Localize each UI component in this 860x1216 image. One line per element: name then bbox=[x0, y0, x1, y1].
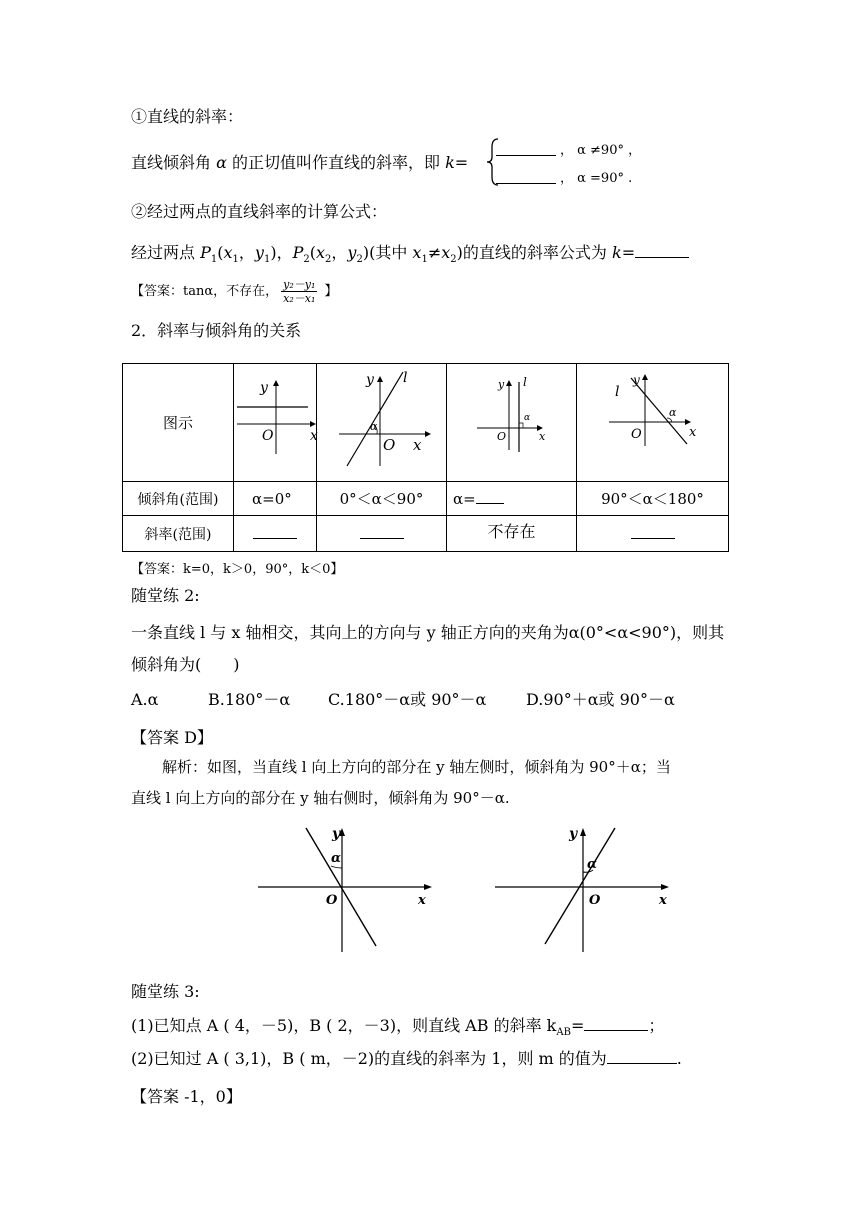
equals: = bbox=[454, 153, 469, 172]
slope-cell: 不存在 bbox=[447, 516, 577, 552]
def-post: 的正切值叫作直线的斜率，即 bbox=[226, 153, 446, 172]
line-label: l bbox=[523, 374, 527, 389]
y-label: y bbox=[569, 826, 578, 842]
slope-cell bbox=[234, 516, 317, 552]
practice3-answer: 【答案 -1，0】 bbox=[131, 1087, 242, 1106]
angle-cell: 90°＜α＜180° bbox=[577, 482, 729, 516]
practice2-answer: 【答案 D】 bbox=[131, 728, 213, 747]
angle-cell bbox=[447, 482, 577, 516]
def-pre: 直线倾斜角 bbox=[131, 153, 217, 172]
row-label-slope: 斜率(范围) bbox=[123, 516, 234, 552]
x-label: x bbox=[659, 893, 667, 908]
alpha-label: α bbox=[370, 419, 378, 433]
answer-prefix: 【答案：tanα，不存在， bbox=[131, 284, 279, 299]
slope-blank[interactable] bbox=[360, 524, 404, 539]
table-row bbox=[123, 364, 729, 482]
option-a[interactable]: A.α bbox=[131, 690, 159, 709]
case1-condition: ， α ≠90° ， bbox=[560, 143, 642, 158]
paren: ) bbox=[270, 243, 277, 262]
text: 经过两点 bbox=[131, 243, 201, 262]
section1-heading: ①直线的斜率： bbox=[131, 107, 244, 126]
alpha-label: α bbox=[331, 851, 342, 866]
y-label: y bbox=[498, 377, 505, 391]
q1-answer-blank[interactable] bbox=[584, 1016, 648, 1031]
q1-text: (1)已知点 A ( 4，－5)，B ( 2，－3)，则直线 AB 的斜率 k bbox=[131, 1016, 557, 1035]
q1-end: ； bbox=[648, 1016, 665, 1035]
sub-1: 1 bbox=[232, 254, 239, 266]
q2-end: . bbox=[676, 1049, 682, 1068]
angle-cell: α=0° bbox=[234, 482, 317, 516]
case2-condition: ， α =90° . bbox=[560, 171, 633, 186]
denominator: x₂－x₁ bbox=[283, 292, 316, 305]
origin-label: O bbox=[326, 893, 338, 908]
angle-cell: 0°＜α＜90° bbox=[317, 482, 447, 516]
paren: ) bbox=[362, 243, 370, 262]
slope-blank[interactable] bbox=[253, 524, 297, 539]
x-label: x bbox=[310, 427, 318, 444]
sub-2: 2 bbox=[450, 254, 457, 266]
paren: ( bbox=[309, 243, 316, 262]
slope-formula-blank[interactable] bbox=[635, 243, 689, 258]
practice3-question1 bbox=[131, 1015, 664, 1044]
practice3-title: 随堂练 3: bbox=[131, 982, 200, 1001]
sub-2: 2 bbox=[325, 254, 332, 266]
y-label: y bbox=[260, 379, 268, 396]
sub-1: 1 bbox=[421, 254, 428, 266]
sub-1: 1 bbox=[210, 254, 218, 266]
practice2-title: 随堂练 2: bbox=[131, 586, 200, 605]
x-label: x bbox=[689, 424, 697, 440]
p-symbol: P bbox=[200, 243, 211, 262]
k-symbol: k bbox=[445, 153, 455, 172]
comma: ， bbox=[276, 243, 293, 262]
explanation-line2: 直线 l 向上方向的部分在 y 轴右侧时，倾斜角为 90°－α. bbox=[131, 789, 510, 807]
k-symbol: k bbox=[611, 243, 622, 262]
angle-blank[interactable] bbox=[476, 489, 504, 504]
x-symbol: x bbox=[441, 243, 451, 262]
option-b[interactable]: B.180°－α bbox=[208, 690, 291, 709]
x-symbol: x bbox=[223, 243, 233, 262]
origin-label: O bbox=[589, 893, 601, 908]
row-label-diagram: 图示 bbox=[123, 364, 234, 482]
answer-1 bbox=[131, 278, 338, 305]
explanation-diagram-right bbox=[493, 822, 673, 956]
x-label: x bbox=[418, 893, 426, 908]
option-c[interactable]: C.180°－α或 90°－α bbox=[328, 690, 487, 709]
case2-blank[interactable] bbox=[496, 169, 556, 184]
sub-1: 1 bbox=[263, 254, 271, 266]
y-label: y bbox=[332, 826, 341, 842]
y-label: y bbox=[366, 371, 374, 388]
line-label: l bbox=[615, 383, 620, 400]
origin-label: O bbox=[631, 426, 642, 442]
equals: = bbox=[570, 1016, 585, 1035]
line-label: l bbox=[403, 369, 408, 386]
row-label-angle: 倾斜角(范围) bbox=[123, 482, 234, 516]
practice2-question-line1: 一条直线 l 与 x 轴相交，其向上的方向与 y 轴正方向的夹角为α(0°<α<90°)，则其 bbox=[131, 623, 725, 642]
slope-fraction bbox=[281, 278, 317, 305]
diagram-positive-slope bbox=[317, 368, 447, 478]
explanation-line1: 解析：如图，当直线 l 向上方向的部分在 y 轴左侧时，倾斜角为 90°＋α；当 bbox=[162, 758, 671, 776]
y-label: y bbox=[633, 372, 640, 387]
alpha-label: α bbox=[524, 412, 531, 423]
section2-heading: ②经过两点的直线斜率的计算公式： bbox=[131, 202, 388, 221]
y-symbol: y bbox=[254, 243, 264, 262]
diagram-cell bbox=[447, 364, 577, 482]
angle-text: α= bbox=[453, 490, 476, 508]
origin-label: O bbox=[262, 427, 274, 444]
diagram-cell bbox=[234, 364, 317, 482]
slope-angle-table bbox=[122, 363, 729, 552]
alpha-label: α bbox=[587, 857, 598, 872]
answer-2: 【答案：k=0，k＞0，90°，k＜0】 bbox=[131, 562, 344, 577]
table-row bbox=[123, 482, 729, 516]
heading-2: 2．斜率与倾斜角的关系 bbox=[131, 321, 302, 340]
comma: ， bbox=[238, 243, 255, 262]
comma: ， bbox=[331, 243, 348, 262]
alpha-symbol: α bbox=[216, 153, 227, 172]
y-symbol: y bbox=[347, 243, 357, 262]
paren: ( bbox=[217, 243, 224, 262]
option-d[interactable]: D.90°＋α或 90°－α bbox=[526, 690, 675, 709]
diagram-cell bbox=[317, 364, 447, 482]
practice3-question2 bbox=[131, 1048, 682, 1070]
table-row bbox=[123, 516, 729, 552]
slope-cell bbox=[317, 516, 447, 552]
two-point-formula-line bbox=[131, 242, 689, 271]
origin-label: O bbox=[497, 429, 507, 443]
text: )的直线的斜率公式为 bbox=[456, 243, 612, 262]
x-symbol: x bbox=[412, 243, 422, 262]
slope-blank[interactable] bbox=[631, 524, 675, 539]
slope-definition bbox=[131, 152, 468, 174]
sub-2: 2 bbox=[303, 254, 310, 266]
x-label: x bbox=[413, 435, 422, 454]
k-subscript: AB bbox=[556, 1027, 571, 1039]
origin-label: O bbox=[383, 435, 396, 454]
explanation-diagram-left bbox=[256, 822, 436, 956]
text: (其中 bbox=[369, 243, 413, 262]
diagram-negative-slope bbox=[577, 368, 729, 478]
practice2-question-line2: 倾斜角为( ) bbox=[131, 655, 240, 674]
case1-blank[interactable] bbox=[496, 141, 556, 156]
x-label: x bbox=[539, 429, 546, 443]
q2-text: (2)已知过 A ( 3,1)，B ( m，－2)的直线的斜率为 1，则 m 的值为 bbox=[131, 1049, 607, 1068]
sub-2: 2 bbox=[356, 254, 363, 266]
neq: ≠ bbox=[427, 243, 442, 262]
q2-answer-blank[interactable] bbox=[607, 1049, 677, 1064]
x-symbol: x bbox=[315, 243, 326, 262]
diagram-vertical-line bbox=[447, 368, 577, 478]
diagram-horizontal-line bbox=[234, 368, 317, 478]
diagram-cell bbox=[577, 364, 729, 482]
answer-suffix: 】 bbox=[320, 284, 338, 299]
p-symbol: P bbox=[292, 243, 304, 262]
numerator: y₂－y₁ bbox=[283, 278, 316, 291]
alpha-label: α bbox=[669, 405, 677, 419]
equals: = bbox=[621, 243, 636, 262]
slope-cell bbox=[577, 516, 729, 552]
